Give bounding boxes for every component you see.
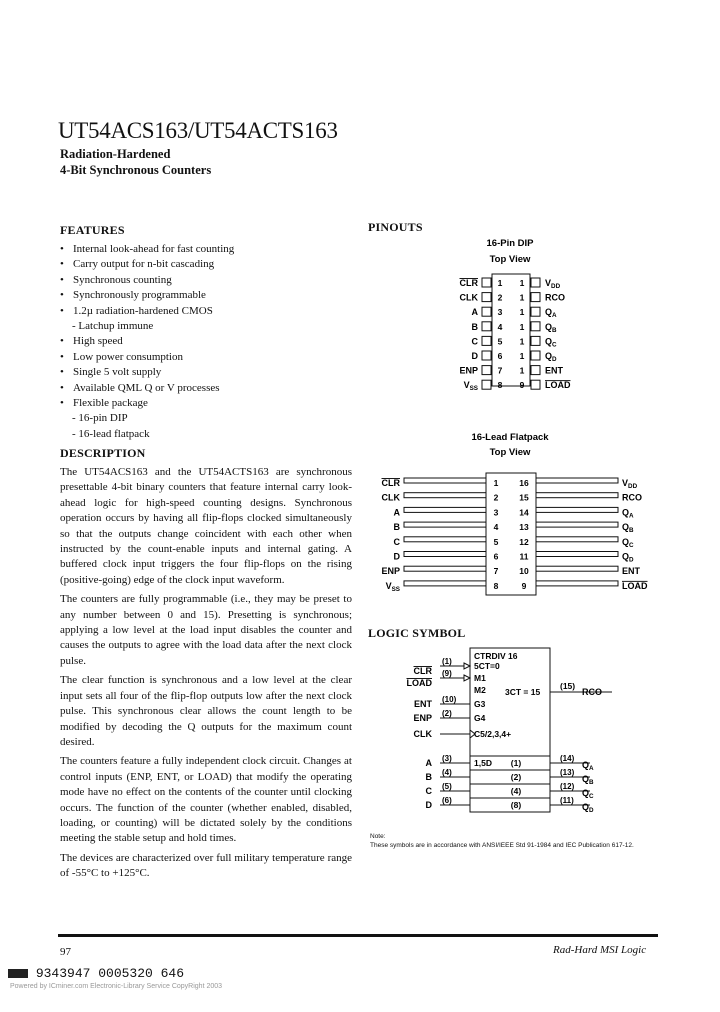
flatpack-pin-number: 3 (493, 507, 499, 518)
dip-right-pins (520, 278, 571, 390)
control-input-name: LOAD (406, 678, 432, 688)
flatpack-pin-label: $V_{SS}$ (385, 580, 400, 593)
dip-pin-number: 4 (497, 321, 503, 332)
data-output-pin-number: (13) (560, 768, 575, 777)
carry-function: 3CT = 15 (505, 687, 541, 697)
flatpack-lead (536, 522, 618, 527)
control-pin-number: (1) (442, 657, 452, 666)
dip-pin-number: 2 (497, 292, 503, 303)
flatpack-lead (536, 507, 618, 512)
control-block-title: CTRDIV 16 (474, 651, 518, 661)
running-footer: Rad-Hard MSI Logic (553, 944, 647, 956)
flatpack-pin-number: 5 (493, 536, 499, 547)
flatpack-diagram (360, 426, 700, 601)
flatpack-left-pins (381, 478, 498, 593)
dip-pin-number: 1 (519, 336, 525, 347)
dip-pin-number: 5 (497, 336, 503, 347)
feature-item: • Internal look-ahead for fast counting (60, 242, 350, 257)
dip-pin-number: 8 (497, 380, 503, 391)
dip-pin-pad (482, 293, 491, 302)
flatpack-pin-label: $Q_A$ (622, 507, 634, 520)
logic-symbol-diagram (360, 642, 700, 820)
dip-pin-label: $Q_B$ (545, 321, 557, 334)
dip-pin-pad (482, 366, 491, 375)
subtitle-line-1: Radiation-Hardened (60, 147, 171, 161)
footer-rule (58, 934, 658, 937)
dip-pin-pad (482, 351, 491, 360)
data-rows (426, 754, 595, 814)
flatpack-lead (404, 566, 486, 571)
dip-pin-label: C (471, 336, 478, 347)
description-paragraph: The devices are characterized over full military temperature range of -55°C to +125°C. (60, 851, 352, 880)
flatpack-pin-number: 8 (493, 580, 499, 591)
feature-subitem: - Latchup immune (72, 320, 154, 333)
data-output-name: $Q_C$ (582, 788, 594, 800)
dip-pin-number: 1 (519, 292, 525, 303)
flatpack-lead (404, 581, 486, 586)
control-pin-number: (10) (442, 695, 457, 704)
flatpack-pin-label: LOAD (622, 580, 648, 591)
dip-pin-label: $Q_D$ (545, 351, 557, 363)
dip-pin-pad (482, 278, 491, 287)
flatpack-pin-label: ENT (622, 566, 640, 577)
dip-title: 16-Pin DIP (486, 238, 534, 249)
control-inputs (407, 657, 512, 739)
flatpack-pin-label: A (393, 507, 400, 518)
dip-diagram (360, 236, 690, 406)
flatpack-lead (536, 581, 618, 586)
flatpack-pin-number: 10 (519, 566, 529, 577)
control-function-label: C5/2,3,4+ (474, 729, 512, 739)
dip-left-pins (459, 278, 502, 392)
flatpack-lead (536, 566, 618, 571)
page-title: UT54ACS163/UT54ACTS163 (58, 118, 338, 143)
dip-pin-number: 1 (497, 278, 503, 288)
control-input-name: ENP (413, 713, 432, 723)
dip-pin-pad (531, 293, 540, 302)
subtitle-line-2: 4-Bit Synchronous Counters (60, 163, 212, 177)
control-function-label: M1 (474, 673, 486, 683)
dip-pin-pad (531, 322, 540, 331)
dip-pin-label: $Q_A$ (545, 307, 557, 320)
flatpack-pin-number: 12 (519, 536, 529, 547)
dip-pin-pad (531, 336, 540, 345)
dip-pin-number: 1 (519, 365, 525, 376)
feature-item: • Flexible package (60, 396, 350, 411)
dip-pin-pad (482, 307, 491, 316)
data-output-pin-number: (14) (560, 754, 575, 763)
flatpack-title: 16-Lead Flatpack (471, 432, 549, 443)
control-function-label: 5CT=0 (474, 661, 500, 671)
dip-pin-number: 6 (497, 351, 503, 361)
data-cell-weight: (4) (510, 786, 522, 796)
flatpack-pin-label: B (393, 522, 400, 533)
flatpack-pin-number: 1 (493, 478, 499, 488)
flatpack-pin-label: CLR (381, 478, 400, 488)
description-heading: DESCRIPTION (60, 446, 146, 460)
page-number: 97 (60, 946, 71, 958)
data-cell-weight: (8) (510, 800, 522, 810)
note (370, 832, 670, 850)
features-heading: FEATURES (60, 223, 125, 237)
flatpack-pin-number: 13 (519, 522, 529, 533)
flatpack-pin-label: $Q_C$ (622, 536, 634, 549)
data-cell-weight: (2) (510, 772, 522, 782)
feature-item: • Single 5 volt supply (60, 365, 350, 380)
dip-pin-label: LOAD (545, 380, 571, 391)
feature-subitem: - 16-lead flatpack (72, 427, 150, 440)
data-output-name: $Q_A$ (582, 760, 594, 772)
dip-pin-label: CLK (459, 292, 478, 303)
barcode-block-icon (8, 969, 28, 978)
feature-subitem: - 16-pin DIP (72, 412, 128, 425)
flatpack-pin-number: 15 (519, 492, 529, 503)
dip-pin-label: $V_{DD}$ (545, 278, 561, 290)
flatpack-pin-label: RCO (622, 492, 642, 503)
flatpack-pin-number: 4 (493, 522, 499, 533)
flatpack-lead (536, 537, 618, 542)
flatpack-lead (404, 522, 486, 527)
flatpack-pin-label: $V_{DD}$ (622, 478, 638, 490)
control-input-name: CLK (413, 729, 432, 739)
data-output-name: $Q_D$ (582, 802, 594, 814)
note-label: Note: (370, 833, 386, 840)
dip-pin-pad (482, 380, 491, 389)
control-pin-number: (2) (442, 709, 452, 718)
flatpack-lead (404, 552, 486, 557)
dip-pin-label: RCO (545, 292, 565, 303)
dip-pin-number: 1 (519, 278, 525, 288)
control-input-name: ENT (414, 699, 432, 709)
flatpack-pin-label: C (393, 536, 400, 547)
inverter-flag-icon (464, 663, 470, 669)
dip-pin-pad (531, 380, 540, 389)
inverter-flag-icon (464, 675, 470, 681)
feature-item: • Carry output for n-bit cascading (60, 257, 350, 272)
feature-item: • Synchronously programmable (60, 288, 350, 303)
dip-pin-number: 7 (497, 365, 503, 376)
flatpack-pin-label: CLK (381, 492, 400, 503)
description-paragraph: The clear function is synchronous and a low level at the clear input sets all four of the flip-flop outputs low after the next clock pulse. This synchronous clear allows the count length to be modified by decoding the Q outputs for the maximum count desired. (60, 674, 352, 748)
flatpack-pin-label: $Q_D$ (622, 551, 634, 564)
data-output-pin-number: (11) (560, 796, 574, 805)
flatpack-pin-label: $Q_B$ (622, 522, 634, 535)
data-cell-weight: (1) (510, 758, 522, 768)
feature-item: • 1.2µ radiation-hardened CMOS (60, 304, 350, 319)
dip-pin-pad (482, 322, 491, 331)
dip-pin-number: 9 (519, 380, 525, 391)
data-input-pin-number: (3) (442, 754, 452, 763)
description-paragraph: The counters feature a fully independent clock circuit. Changes at control inputs (ENP, ENT, or LOAD) that modify the operating mode have no effect on the contents of the counter until clocking occurs. The function of the counter (whether enabled, disabled, loading, or counting) will be dictated solely by the conditions meeting the stable setup and hold times. (60, 755, 352, 845)
flatpack-lead (404, 507, 486, 512)
note-text: These symbols are in accordance with ANSI/IEEE Std 91-1984 and IEC Publication 617-12. (370, 842, 634, 849)
data-input-name: A (425, 758, 432, 768)
flatpack-lead (536, 552, 618, 557)
dip-pin-pad (531, 351, 540, 360)
flatpack-pin-number: 11 (519, 551, 529, 562)
feature-item: • Low power consumption (60, 350, 350, 365)
control-function-label: G3 (474, 699, 486, 709)
description-paragraph: The counters are fully programmable (i.e., they may be preset to any number between 0 and 15). Presetting is synchronous; applying a low level at the load input disables the counter and causes the outputs to agree with the load data after the next clock pulse. (60, 593, 352, 667)
dip-pin-number: 1 (519, 321, 525, 332)
flatpack-body (486, 473, 536, 595)
description-body (60, 465, 352, 886)
barcode-line (8, 966, 184, 981)
data-output-name: $Q_B$ (582, 774, 594, 786)
feature-item: • High speed (60, 334, 350, 349)
data-input-pin-number: (6) (442, 796, 452, 805)
features-list (60, 242, 350, 442)
dip-pin-label: $Q_C$ (545, 336, 557, 349)
data-output-pin-number: (12) (560, 782, 575, 791)
flatpack-lead (404, 537, 486, 542)
logic-symbol-heading: LOGIC SYMBOL (368, 626, 466, 640)
flatpack-pin-number: 6 (493, 551, 499, 562)
carry-pin-name: RCO (582, 687, 602, 697)
flatpack-pin-label: ENP (381, 566, 400, 577)
description-paragraph: The UT54ACS163 and the UT54ACTS163 are synchronous presettable 4-bit binary counters that feature internal carry look-ahead logic for high-speed counting designs. Synchronous operation occurs by having all flip-flops clocked simultaneously so that the outputs change coincident with each other when instructed by the count-enable inputs and internal gating. A buffered clock input triggers the four flip-flops on the rising (positive-going) edge of the clock input waveform. (60, 466, 352, 586)
feature-item: • Available QML Q or V processes (60, 381, 350, 396)
flatpack-pin-number: 14 (519, 507, 529, 518)
dip-pin-label: CLR (459, 278, 478, 288)
data-input-pin-number: (4) (442, 768, 452, 777)
dip-pin-number: 1 (519, 307, 525, 318)
flatpack-pin-label: D (393, 551, 400, 562)
flatpack-right-pins (519, 478, 648, 591)
carry-pin-number: (15) (560, 681, 576, 691)
flatpack-pin-number: 9 (521, 580, 527, 591)
flatpack-pin-number: 7 (493, 566, 499, 577)
control-pin-number: (9) (442, 669, 452, 678)
dip-pin-pad (482, 336, 491, 345)
flatpack-lead (404, 478, 486, 483)
data-cell-function: 1,5D (474, 758, 492, 768)
dip-pin-label: B (471, 321, 478, 332)
dip-pin-label: $V_{SS}$ (463, 380, 478, 393)
feature-item: • Synchronous counting (60, 273, 350, 288)
dip-pin-label: D (471, 351, 478, 361)
data-input-name: C (425, 786, 432, 796)
control-function-label: M2 (474, 685, 486, 695)
flatpack-pin-number: 16 (519, 478, 529, 488)
dip-subtitle: Top View (489, 254, 531, 265)
dip-pin-pad (531, 278, 540, 287)
flatpack-lead (404, 493, 486, 498)
control-input-name: CLR (413, 666, 432, 676)
data-input-name: B (425, 772, 432, 782)
data-input-name: D (425, 800, 432, 810)
dip-pin-number: 1 (519, 351, 525, 361)
dip-pin-label: A (471, 307, 478, 318)
barcode-text: 9343947 0005320 646 (35, 966, 185, 981)
dip-pin-number: 3 (497, 307, 503, 318)
flatpack-lead (536, 493, 618, 498)
flatpack-subtitle: Top View (489, 447, 531, 458)
data-input-pin-number: (5) (442, 782, 452, 791)
flatpack-lead (536, 478, 618, 483)
dip-pin-label: ENT (545, 365, 563, 376)
pinouts-heading: PINOUTS (368, 220, 423, 234)
flatpack-pin-number: 2 (493, 492, 499, 503)
dip-pin-pad (531, 366, 540, 375)
control-function-label: G4 (474, 713, 486, 723)
dip-pin-label: ENP (459, 365, 478, 376)
dip-pin-pad (531, 307, 540, 316)
watermark: Powered by ICminer.com Electronic-Library Service CopyRight 2003 (10, 983, 223, 990)
